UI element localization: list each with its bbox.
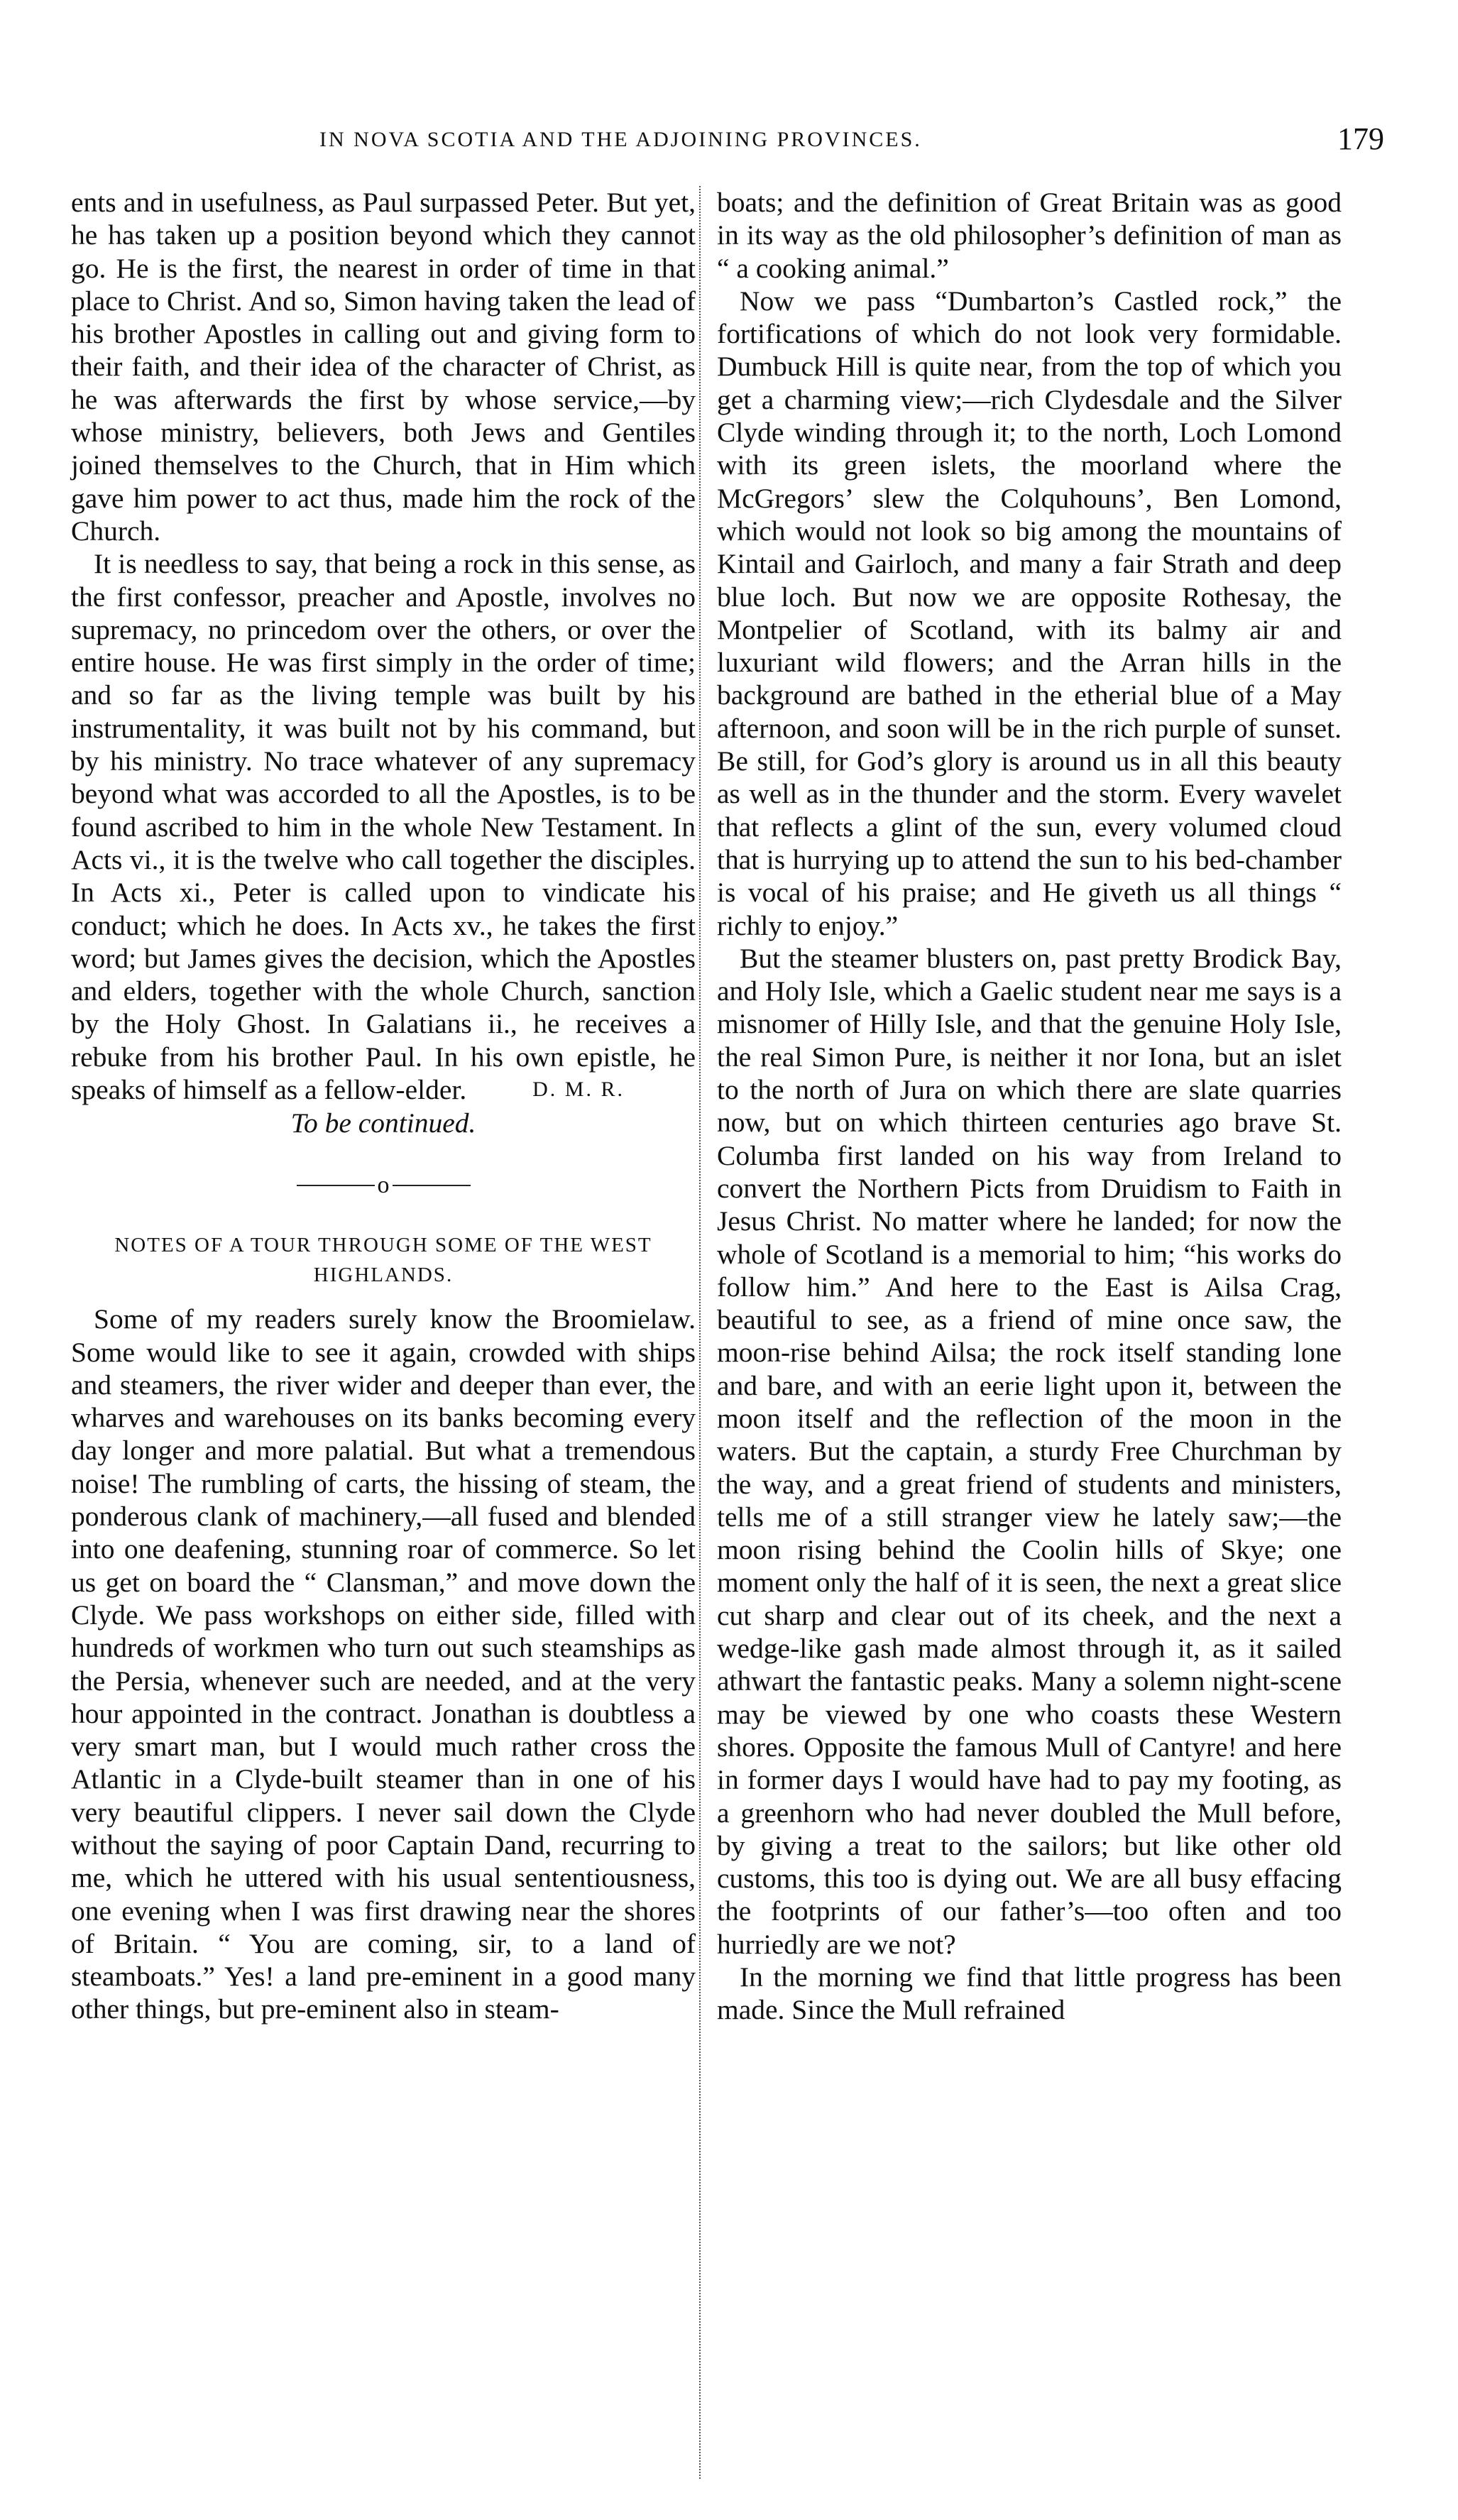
to-be-continued: To be continued.	[290, 1107, 476, 1139]
divider-line-left	[297, 1185, 375, 1186]
divider-mark: o	[377, 1171, 390, 1198]
right-column	[717, 186, 1342, 2027]
column-divider	[699, 186, 701, 2479]
page-number: 179	[1337, 121, 1384, 156]
signature-initials: D. M. R.	[532, 1078, 625, 1102]
right-paragraph-1: boats; and the definition of Great Britain was as good in its way as the old philosopher’s definition of man as “ a cooking animal.”	[717, 187, 1342, 284]
running-head: IN NOVA SCOTIA AND THE ADJOINING PROVINCES.	[319, 128, 922, 151]
left-paragraph-1: ents and in usefulness, as Paul surpassed Peter. But yet, he has taken up a position beyond which they cannot go. He is the first, the nearest in order of time in that place to Christ. And so, Simon having taken the lead of his brother Apostles in calling out and giving form to their faith, and their idea of the character of Christ, as he was afterwards the first by whose service,—by whose ministry, believers, both Jews and Gentiles joined themselves to the Church, that in Him which gave him power to act thus, made him the rock of the Church.	[71, 187, 696, 547]
divider-line-right	[393, 1185, 471, 1186]
right-paragraph-4: In the morning we find that little progress has been made. Since the Mull refrained	[717, 1961, 1342, 2026]
right-paragraph-3: But the steamer blusters on, past pretty Brodick Bay, and Holy Isle, which a Gaelic student near me says is a misnomer of Hilly Isle, and that the genuine Holy Isle, the real Simon Pure, is neither it nor Iona, but an islet to the north of Jura on which there are slate quarries now, but on which thirteen centuries ago brave St. Columba first landed on his way from Ireland to convert the Northern Picts from Druidism to Faith in Jesus Christ. No matter where he landed; for now the whole of Scotland is a memorial to him; “his works do follow him.” And here to the East is Ailsa Crag, beautiful to see, as a friend of mine once saw, the moon-rise behind Ailsa; the rock itself standing lone and bare, and with an eerie light upon it, between the moon itself and the reflection of the moon in the waters. But the captain, a sturdy Free Churchman by the way, and a great friend of students and ministers, tells me of a still stranger view he lately saw;—the moon rising behind the Coolin hills of Skye; one moment only the half of it is seen, the next a great slice cut sharp and clear out of its cheek, and the next a wedge-like gash made almost through it, as it sailed athwart the fantastic peaks. Many a solemn night-scene may be viewed by one who coasts these Western shores. Opposite the famous Mull of Cantyre! and here in former days I would have had to pay my footing, as a greenhorn who had never doubled the Mull before, by giving a treat to the sailors; but like other old customs, this too is dying out. We are all busy effacing the footprints of our father’s—too often and too hurriedly are we not?	[717, 942, 1342, 1960]
left-paragraph-3: Some of my readers surely know the Broomielaw. Some would like to see it again, crowded with ships and steamers, the river wider and deeper than ever, the wharves and warehouses on its banks becoming every day longer and more palatial. But what a tremendous noise! The rumbling of carts, the hissing of steam, the ponderous clank of machinery,—all fused and blended into one deafening, stunning roar of commerce. So let us get on board the “ Clansman,” and move down the Clyde. We pass workshops on either side, filled with hundreds of workmen who turn out such steamships as the Persia, whenever such are needed, and at the very hour appointed in the contract. Jonathan is doubtless a very smart man, but I would much rather cross the Atlantic in a Clyde-built steamer than in one of his very beautiful clippers. I never sail down the Clyde without the saying of poor Captain Dand, recurring to me, which he uttered with his usual sententiousness, one evening when I was first drawing near the shores of Britain. “ You are coming, sir, to a land of steamboats.” Yes! a land pre-eminent in a good many other things, but pre-eminent also in steam-	[71, 1303, 696, 2025]
section-divider	[71, 1168, 696, 1202]
page-header	[85, 121, 1384, 163]
left-column	[71, 186, 696, 2026]
article-title: NOTES OF A TOUR THROUGH SOME OF THE WEST HIGHLANDS.	[114, 1234, 652, 1287]
right-paragraph-2: Now we pass “Dumbarton’s Castled rock,” the fortifications of which do not look very formidable. Dumbuck Hill is quite near, from the top of which you get a charming view;—rich Clydesdale and the Silver Clyde winding through it; to the north, Loch Lomond with its green islets, the moorland where the McGregors’ slew the Colquhouns’, Ben Lomond, which would not look so big among the mountains of Kintail and Gairloch, and many a fair Strath and deep blue loch. But now we are opposite Rothesay, the Montpelier of Scotland, with its balmy air and luxuriant wild flowers; and the Arran hills in the background are bathed in the etherial blue of a May afternoon, and soon will be in the rich purple of sunset. Be still, for God’s glory is around us in all this beauty as well as in the thunder and the storm. Every wavelet that reflects a glint of the sun, every volumed cloud that is hurrying up to attend the sun to his bed-chamber is vocal of his praise; and He giveth us all things “ richly to enjoy.”	[717, 285, 1342, 941]
left-paragraph-2: It is needless to say, that being a rock in this sense, as the first confessor, preacher and Apostle, involves no supremacy, no princedom over the others, or over the entire house. He was first simply in the order of time; and so far as the living temple was built by his instrumentality, it was built not by his command, but by his ministry. No trace whatever of any supremacy beyond what was accorded to all the Apostles, is to be found ascribed to him in the whole New Testament. In Acts vi., it is the twelve who call together the disciples. In Acts xi., Peter is called upon to vindicate his conduct; which he does. In Acts xv., he takes the first word; but James gives the decision, which the Apostles and elders, together with the whole Church, sanction by the Holy Ghost. In Galatians ii., he receives a rebuke from his brother Paul. In his own epistle, he speaks of himself as a fellow-elder.	[71, 548, 696, 1106]
